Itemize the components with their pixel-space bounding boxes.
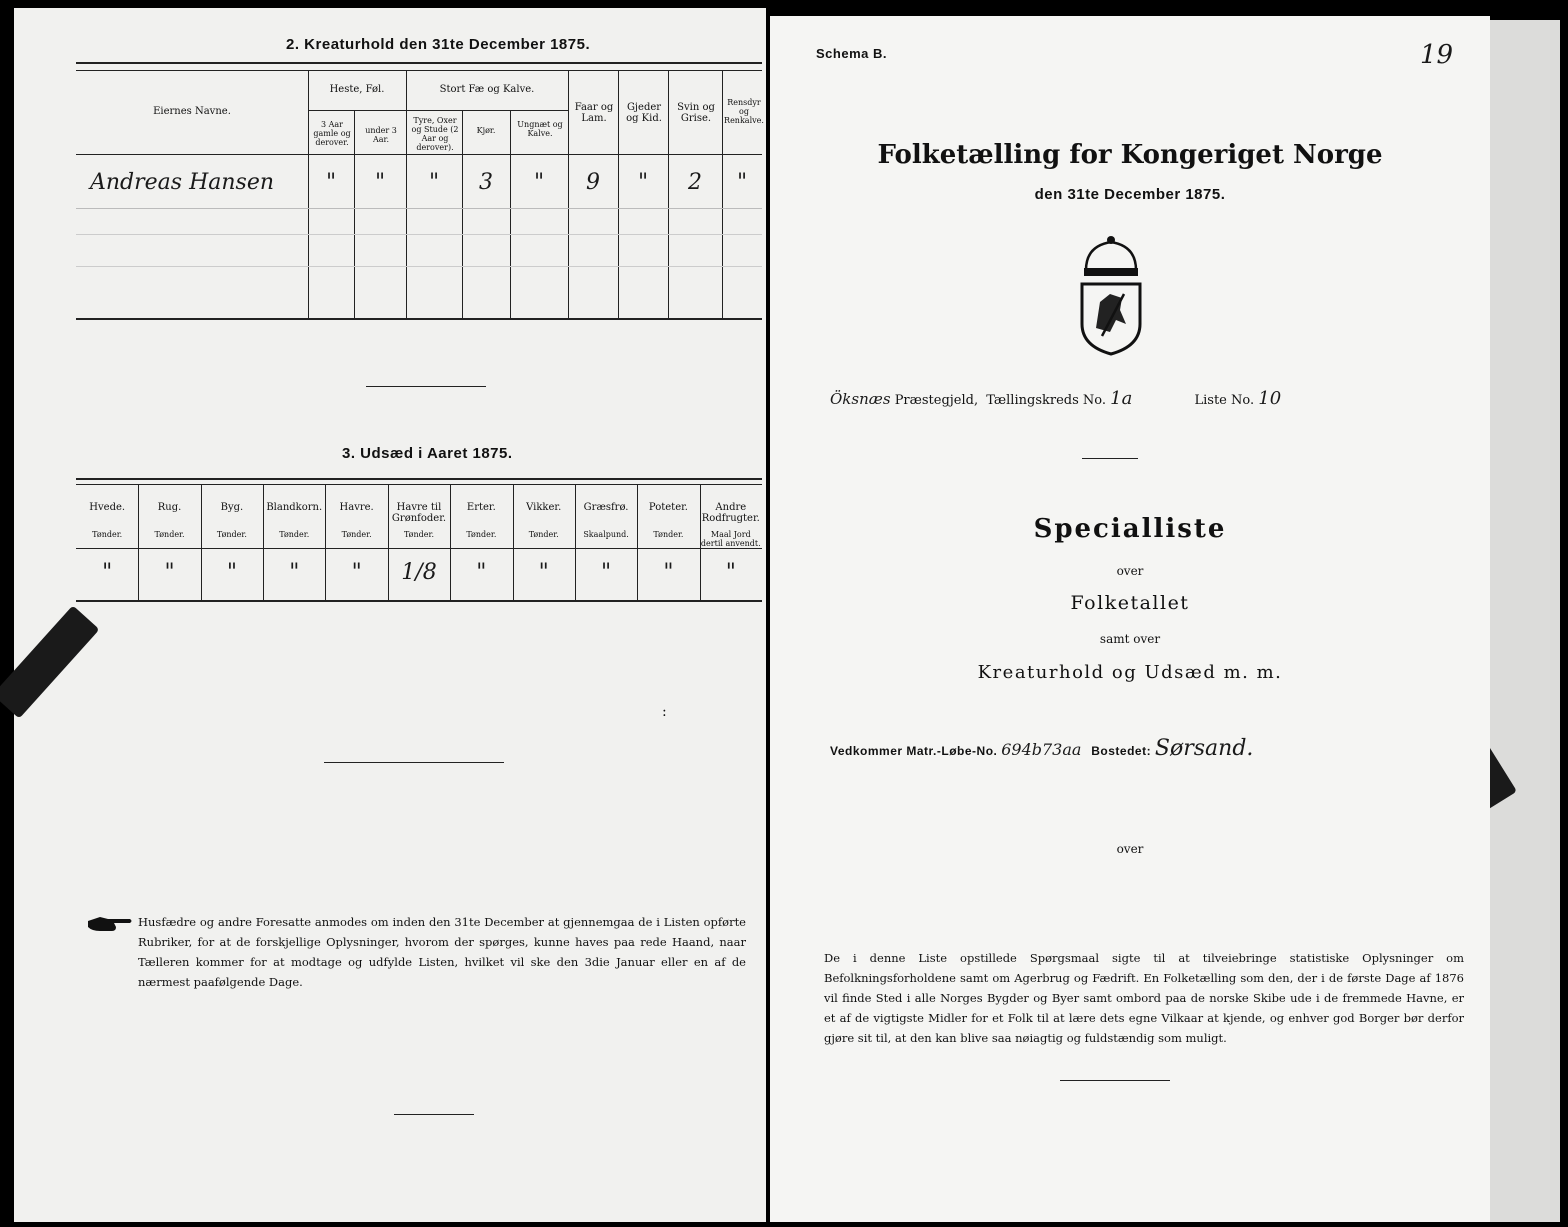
udsaed-col-unit: Tønder. xyxy=(466,530,497,539)
udsaed-col-unit: Tønder. xyxy=(216,530,247,539)
horses-old-value: " xyxy=(325,170,337,195)
pigs-value: 2 xyxy=(688,170,702,195)
udsaed-col-value: 1/8 xyxy=(401,560,437,585)
udsaed-col-value: " xyxy=(601,560,612,585)
udsaed-col-name: Havre. xyxy=(339,502,374,513)
samt-over-label: samt over xyxy=(1099,632,1161,646)
udsaed-col-name: Andre Rodfrugter. xyxy=(701,502,760,524)
mark: : xyxy=(662,704,667,720)
udsaed-col-unit: Skaalpund. xyxy=(583,530,629,539)
bottom-separator xyxy=(394,1114,474,1115)
schema-label: Schema B. xyxy=(816,46,887,61)
udsaed-col-name: Poteter. xyxy=(648,502,688,513)
subheader-rule xyxy=(308,110,568,111)
coat-of-arms-icon xyxy=(1076,232,1146,360)
footer-separator xyxy=(1060,1080,1170,1081)
left-page xyxy=(14,8,766,1222)
udsaed-col-unit: Tønder. xyxy=(279,530,310,539)
table3-bottom-rule xyxy=(76,600,762,602)
kreaturhold-label: Kreaturhold og Udsæd m. m. xyxy=(977,662,1283,683)
page-edge-stack xyxy=(1490,20,1560,1222)
udsaed-col-value: " xyxy=(164,560,175,585)
udsaed-col-unit: Tønder. xyxy=(154,530,185,539)
udsaed-col-value: " xyxy=(102,560,113,585)
main-subtitle: den 31te December 1875. xyxy=(1034,186,1226,203)
row-rule xyxy=(76,266,762,267)
right-page xyxy=(770,16,1490,1222)
parish-label: Præstegjeld, xyxy=(894,393,979,408)
district-value: 1a xyxy=(1110,388,1133,409)
udsaed-col-value: " xyxy=(663,560,674,585)
udsaed-col-value: " xyxy=(725,560,736,585)
district-label: Tællingskreds No. xyxy=(986,393,1107,408)
pigs-header: Svin og Grise. xyxy=(677,102,715,124)
horses-old-header: 3 Aar gamle og derover. xyxy=(313,120,351,147)
udsaed-col-name: Vikker. xyxy=(526,502,562,513)
cows-value: 3 xyxy=(479,170,493,195)
table3-header-rule xyxy=(76,548,762,549)
folio-number: 19 xyxy=(1420,40,1454,70)
specialliste-title: Specialliste xyxy=(1033,514,1227,544)
page-separator xyxy=(324,762,504,763)
table-bottom-rule xyxy=(76,318,762,320)
udsaed-col-unit: Maal Jord dertil anvendt. xyxy=(700,530,761,548)
udsaed-col-unit: Tønder. xyxy=(528,530,559,539)
reindeer-value: " xyxy=(736,170,748,195)
col-divider xyxy=(354,110,355,318)
horses-young-value: " xyxy=(374,170,386,195)
table-header-rule xyxy=(76,154,762,155)
table-top-rule xyxy=(76,62,762,64)
bulls-value: " xyxy=(428,170,440,195)
udsaed-col-name: Blandkorn. xyxy=(266,502,323,513)
table3-top-rule xyxy=(76,478,762,480)
row-rule xyxy=(76,208,762,209)
bosted-label: Bostedet: xyxy=(1091,744,1152,758)
sheep-value: 9 xyxy=(586,170,600,195)
main-title: Folketælling for Kongeriget Norge xyxy=(877,140,1383,170)
folketallet-label: Folketallet xyxy=(1070,592,1190,614)
matr-line xyxy=(830,736,1253,761)
over-label-1: over xyxy=(1116,564,1144,578)
young-cattle-header: Ungnæt og Kalve. xyxy=(517,120,563,138)
udsaed-col-name: Hvede. xyxy=(89,502,126,513)
row-rule xyxy=(76,234,762,235)
horses-young-header: under 3 Aar. xyxy=(365,126,397,144)
sheep-header: Faar og Lam. xyxy=(574,102,614,124)
udsaed-title: 3. Udsæd i Aaret 1875. xyxy=(342,445,513,462)
udsaed-col-name: Havre til Grønfoder. xyxy=(391,502,447,524)
udsaed-col-value: " xyxy=(476,560,487,585)
cows-header: Kjør. xyxy=(476,126,496,135)
udsaed-col-value: " xyxy=(226,560,237,585)
owner-header: Eiernes Navne. xyxy=(153,106,231,117)
parish-value: Öksnæs xyxy=(830,390,891,408)
notice-text: Husfædre og andre Foresatte anmodes om inden den 31te December at gjennemgaa de i Listen opførte Rubriker, for at de forskjellige Oplysninger, hvorom der spørges, kunne haves paa rede Haand, naar Tælleren kommer for at modtage og udfylde Listen, hvilket vil ske den 3die Januar eller en af de nærmest paafølgende Dage. xyxy=(138,915,746,989)
reindeer-header: Rensdyr og Renkalve. xyxy=(724,98,764,125)
goats-header: Gjeder og Kid. xyxy=(626,102,662,124)
section-separator xyxy=(366,386,486,387)
col-divider xyxy=(510,110,511,318)
separator xyxy=(1082,458,1138,459)
udsaed-col-unit: Tønder. xyxy=(341,530,372,539)
over-label-2: over xyxy=(1116,842,1144,856)
matr-value: 694b73aa xyxy=(1001,740,1082,759)
table-top-rule-2 xyxy=(76,70,762,71)
udsaed-col-name: Erter. xyxy=(466,502,496,513)
udsaed-col-name: Byg. xyxy=(220,502,244,513)
parish-line xyxy=(830,388,1281,409)
young-cattle-value: " xyxy=(533,170,545,195)
bosted-value: Sørsand. xyxy=(1154,736,1254,761)
list-label: Liste No. xyxy=(1194,393,1255,408)
col-divider xyxy=(462,110,463,318)
owner-name: Andreas Hansen xyxy=(90,170,275,195)
udsaed-col-name: Græsfrø. xyxy=(583,502,629,513)
udsaed-col-name: Rug. xyxy=(157,502,182,513)
udsaed-col-value: " xyxy=(538,560,549,585)
kreaturhold-title: 2. Kreaturhold den 31te December 1875. xyxy=(286,36,591,53)
udsaed-col-unit: Tønder. xyxy=(92,530,123,539)
goats-value: " xyxy=(637,170,649,195)
footer-text: De i denne Liste opstillede Spørgsmaal sigte til at tilveiebringe statistiske Oplysninger om Befolkningsforholdene samt om Agerbrug og Fædrift. En Folketælling som den, der i de første Dage af 1876 vil finde Sted i alle Norges Bygder og Byer samt ombord paa de norske Skibe ude i de fremmede Havne, er et af de vigtigste Midler for et Folk til at lære dets egne Vilkaar at kjende, og enhver god Borger bør derfor gjøre sit til, at den kan blive saa nøiagtig og fuldstændig som muligt. xyxy=(824,951,1464,1045)
udsaed-col-value: " xyxy=(351,560,362,585)
pointing-hand-icon xyxy=(86,913,134,939)
table3-top-rule-2 xyxy=(76,484,762,485)
udsaed-col-unit: Tønder. xyxy=(653,530,684,539)
list-value: 10 xyxy=(1258,388,1282,409)
udsaed-col-value: " xyxy=(289,560,300,585)
udsaed-col-unit: Tønder. xyxy=(403,530,434,539)
matr-label: Vedkommer Matr.-Løbe-No. xyxy=(830,744,998,758)
cattle-group-header: Stort Fæ og Kalve. xyxy=(439,84,535,95)
horses-group-header: Heste, Føl. xyxy=(329,84,385,95)
bulls-header: Tyre, Oxer og Stude (2 Aar og derover). xyxy=(411,116,459,152)
